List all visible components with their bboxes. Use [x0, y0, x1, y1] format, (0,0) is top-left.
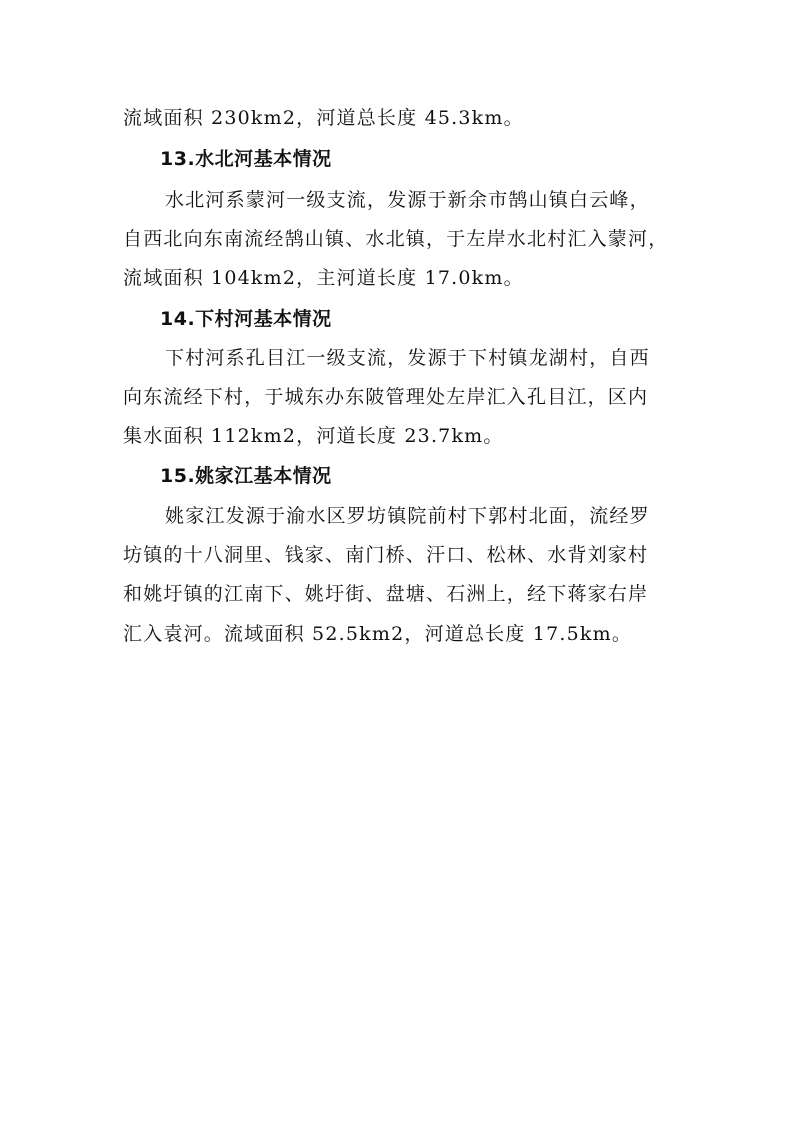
paragraph-line: 汇入袁河。流域面积 52.5km2，河道总长度 17.5km。	[123, 623, 633, 645]
paragraph-line: 向东流经下村，于城东办东陂管理处左岸汇入孔目江，区内	[123, 386, 649, 408]
intro-paragraph-line: 流域面积 230km2，河道总长度 45.3km。	[123, 107, 524, 129]
paragraph-line: 坊镇的十八洞里、钱家、南门桥、汗口、松林、水背刘家村	[123, 544, 649, 566]
paragraph-line: 集水面积 112km2，河道长度 23.7km。	[123, 425, 504, 447]
paragraph-line: 流域面积 104km2，主河道长度 17.0km。	[123, 267, 524, 289]
paragraph-line: 姚家江发源于渝水区罗坊镇院前村下郭村北面，流经罗	[165, 505, 650, 527]
paragraph-line: 下村河系孔目江一级支流，发源于下村镇龙湖村，自西	[165, 347, 650, 369]
section-heading-13: 13.水北河基本情况	[160, 148, 332, 170]
paragraph-line: 和姚圩镇的江南下、姚圩街、盘塘、石洲上，经下蒋家右岸	[123, 583, 649, 605]
section-heading-15: 15.姚家江基本情况	[160, 465, 332, 487]
paragraph-line: 自西北向东南流经鹄山镇、水北镇，于左岸水北村汇入蒙河，	[123, 228, 669, 250]
section-heading-14: 14.下村河基本情况	[160, 308, 332, 330]
paragraph-line: 水北河系蒙河一级支流，发源于新余市鹄山镇白云峰，	[165, 189, 650, 211]
